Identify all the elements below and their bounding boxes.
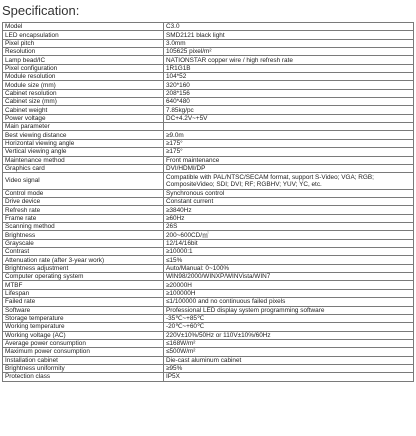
spec-label: Scanning method <box>3 223 164 231</box>
spec-label: Average power consumption <box>3 339 164 347</box>
spec-value: Front maintenance <box>164 156 414 164</box>
spec-value: ≤168W/m² <box>164 339 414 347</box>
spec-value: ≥175° <box>164 148 414 156</box>
spec-label: Horizontal viewing angle <box>3 139 164 147</box>
spec-label: Attenuation rate (after 3-year work) <box>3 256 164 264</box>
spec-label: Lifespan <box>3 289 164 297</box>
spec-value: Synchronous control <box>164 189 414 197</box>
spec-row <box>3 189 414 197</box>
spec-label: Pixel configuration <box>3 64 164 72</box>
spec-label: Computer operating system <box>3 273 164 281</box>
spec-row <box>3 173 414 190</box>
spec-label: Best viewing distance <box>3 131 164 139</box>
spec-row <box>3 114 414 122</box>
spec-row <box>3 264 414 272</box>
spec-value: ≥3840Hz <box>164 206 414 214</box>
spec-value: Die-cast aluminum cabinet <box>164 356 414 364</box>
spec-label: Maximum power consumption <box>3 348 164 356</box>
spec-row <box>3 206 414 214</box>
spec-row <box>3 339 414 347</box>
spec-value: ≥20000H <box>164 281 414 289</box>
spec-row <box>3 323 414 331</box>
spec-label: Resolution <box>3 48 164 56</box>
spec-value: DVI/HDMI/DP <box>164 164 414 172</box>
spec-label: Installation cabinet <box>3 356 164 364</box>
spec-value: 26S <box>164 223 414 231</box>
spec-value: 104*52 <box>164 73 414 81</box>
spec-row <box>3 156 414 164</box>
spec-row <box>3 289 414 297</box>
spec-row <box>3 73 414 81</box>
spec-row <box>3 139 414 147</box>
spec-label: Lamp bead/IC <box>3 56 164 64</box>
spec-label: Working voltage (AC) <box>3 331 164 339</box>
spec-label: Maintenance method <box>3 156 164 164</box>
spec-value: DC+4.2V~+5V <box>164 114 414 122</box>
spec-value <box>164 123 414 131</box>
specification-table <box>2 22 414 382</box>
spec-row <box>3 298 414 306</box>
spec-label: Main parameter <box>3 123 164 131</box>
spec-row <box>3 314 414 322</box>
spec-row <box>3 214 414 222</box>
spec-row <box>3 373 414 381</box>
spec-value: ≥100000H <box>164 289 414 297</box>
spec-value: Professional LED display system programming software <box>164 306 414 314</box>
spec-label: Frame rate <box>3 214 164 222</box>
spec-label: Brightness uniformity <box>3 364 164 372</box>
spec-value: ≥60Hz <box>164 214 414 222</box>
spec-label: Control mode <box>3 189 164 197</box>
spec-row <box>3 231 414 239</box>
spec-row <box>3 331 414 339</box>
spec-value: ≤15% <box>164 256 414 264</box>
spec-value: WIN98/2000/WINXP/WINVista/WIN7 <box>164 273 414 281</box>
spec-row <box>3 256 414 264</box>
spec-value: ≥10000:1 <box>164 248 414 256</box>
spec-row <box>3 64 414 72</box>
spec-label: Software <box>3 306 164 314</box>
spec-label: Failed rate <box>3 298 164 306</box>
spec-value: ≤500W/m² <box>164 348 414 356</box>
spec-value: C3.0 <box>164 23 414 31</box>
spec-row <box>3 306 414 314</box>
spec-label: Cabinet weight <box>3 106 164 114</box>
spec-label: Power voltage <box>3 114 164 122</box>
spec-label: Grayscale <box>3 239 164 247</box>
spec-value: 220V±10%/50Hz or 110V±10%/60Hz <box>164 331 414 339</box>
spec-value: NATIONSTAR copper wire / high refresh rate <box>164 56 414 64</box>
spec-value: 7.85kg/pc <box>164 106 414 114</box>
spec-label: Protection class <box>3 373 164 381</box>
spec-row <box>3 31 414 39</box>
spec-row <box>3 223 414 231</box>
spec-value: ≥175° <box>164 139 414 147</box>
spec-label: Graphics card <box>3 164 164 172</box>
spec-value: ≤1/100000 and no continuous failed pixels <box>164 298 414 306</box>
spec-value: Constant current <box>164 198 414 206</box>
spec-label: Model <box>3 23 164 31</box>
spec-label: Module size (mm) <box>3 81 164 89</box>
spec-value: ≥9.0m <box>164 131 414 139</box>
spec-row <box>3 23 414 31</box>
spec-value: 3.0mm <box>164 39 414 47</box>
spec-row <box>3 281 414 289</box>
spec-row <box>3 239 414 247</box>
spec-label: Brightness <box>3 231 164 239</box>
spec-label: LED encapsulation <box>3 31 164 39</box>
spec-label: Storage temperature <box>3 314 164 322</box>
spec-row <box>3 123 414 131</box>
spec-row <box>3 48 414 56</box>
spec-label: Video signal <box>3 173 164 190</box>
spec-value: -35℃~+85℃ <box>164 314 414 322</box>
spec-label: Brightness adjustment <box>3 264 164 272</box>
spec-row <box>3 248 414 256</box>
spec-row <box>3 164 414 172</box>
spec-value: 1R1G1B <box>164 64 414 72</box>
spec-value: SMD2121 black light <box>164 31 414 39</box>
spec-label: Drive device <box>3 198 164 206</box>
spec-label: Refresh rate <box>3 206 164 214</box>
spec-row <box>3 106 414 114</box>
spec-label: Cabinet resolution <box>3 89 164 97</box>
spec-row <box>3 198 414 206</box>
spec-row <box>3 56 414 64</box>
spec-label: Contrast <box>3 248 164 256</box>
spec-value: 200~600CD/㎡ <box>164 231 414 239</box>
spec-value: 12/14/16bit <box>164 239 414 247</box>
spec-row <box>3 273 414 281</box>
spec-label: Module resolution <box>3 73 164 81</box>
spec-label: MTBF <box>3 281 164 289</box>
spec-label: Vertical viewing angle <box>3 148 164 156</box>
spec-value: -20℃~+60℃ <box>164 323 414 331</box>
spec-row <box>3 148 414 156</box>
spec-value: ≥95% <box>164 364 414 372</box>
spec-row <box>3 131 414 139</box>
spec-value: 640*480 <box>164 98 414 106</box>
spec-value: Compatible with PAL/NTSC/SECAM format, support S-Video; VGA; RGB; CompositeVideo; SDI; DVI; RF; RGBHV; YUV; YC, etc. <box>164 173 414 190</box>
spec-label: Cabinet size (mm) <box>3 98 164 106</box>
spec-row <box>3 348 414 356</box>
spec-row <box>3 356 414 364</box>
spec-value: Auto/Manual: 0~100% <box>164 264 414 272</box>
page-heading: Specification: <box>2 3 80 18</box>
spec-value: IP5X <box>164 373 414 381</box>
spec-row <box>3 81 414 89</box>
spec-row <box>3 98 414 106</box>
spec-label: Working temperature <box>3 323 164 331</box>
spec-row <box>3 89 414 97</box>
spec-label: Pixel pitch <box>3 39 164 47</box>
spec-value: 320*160 <box>164 81 414 89</box>
spec-value: 105625 pixel/m² <box>164 48 414 56</box>
spec-row <box>3 39 414 47</box>
spec-row <box>3 364 414 372</box>
spec-value: 208*156 <box>164 89 414 97</box>
